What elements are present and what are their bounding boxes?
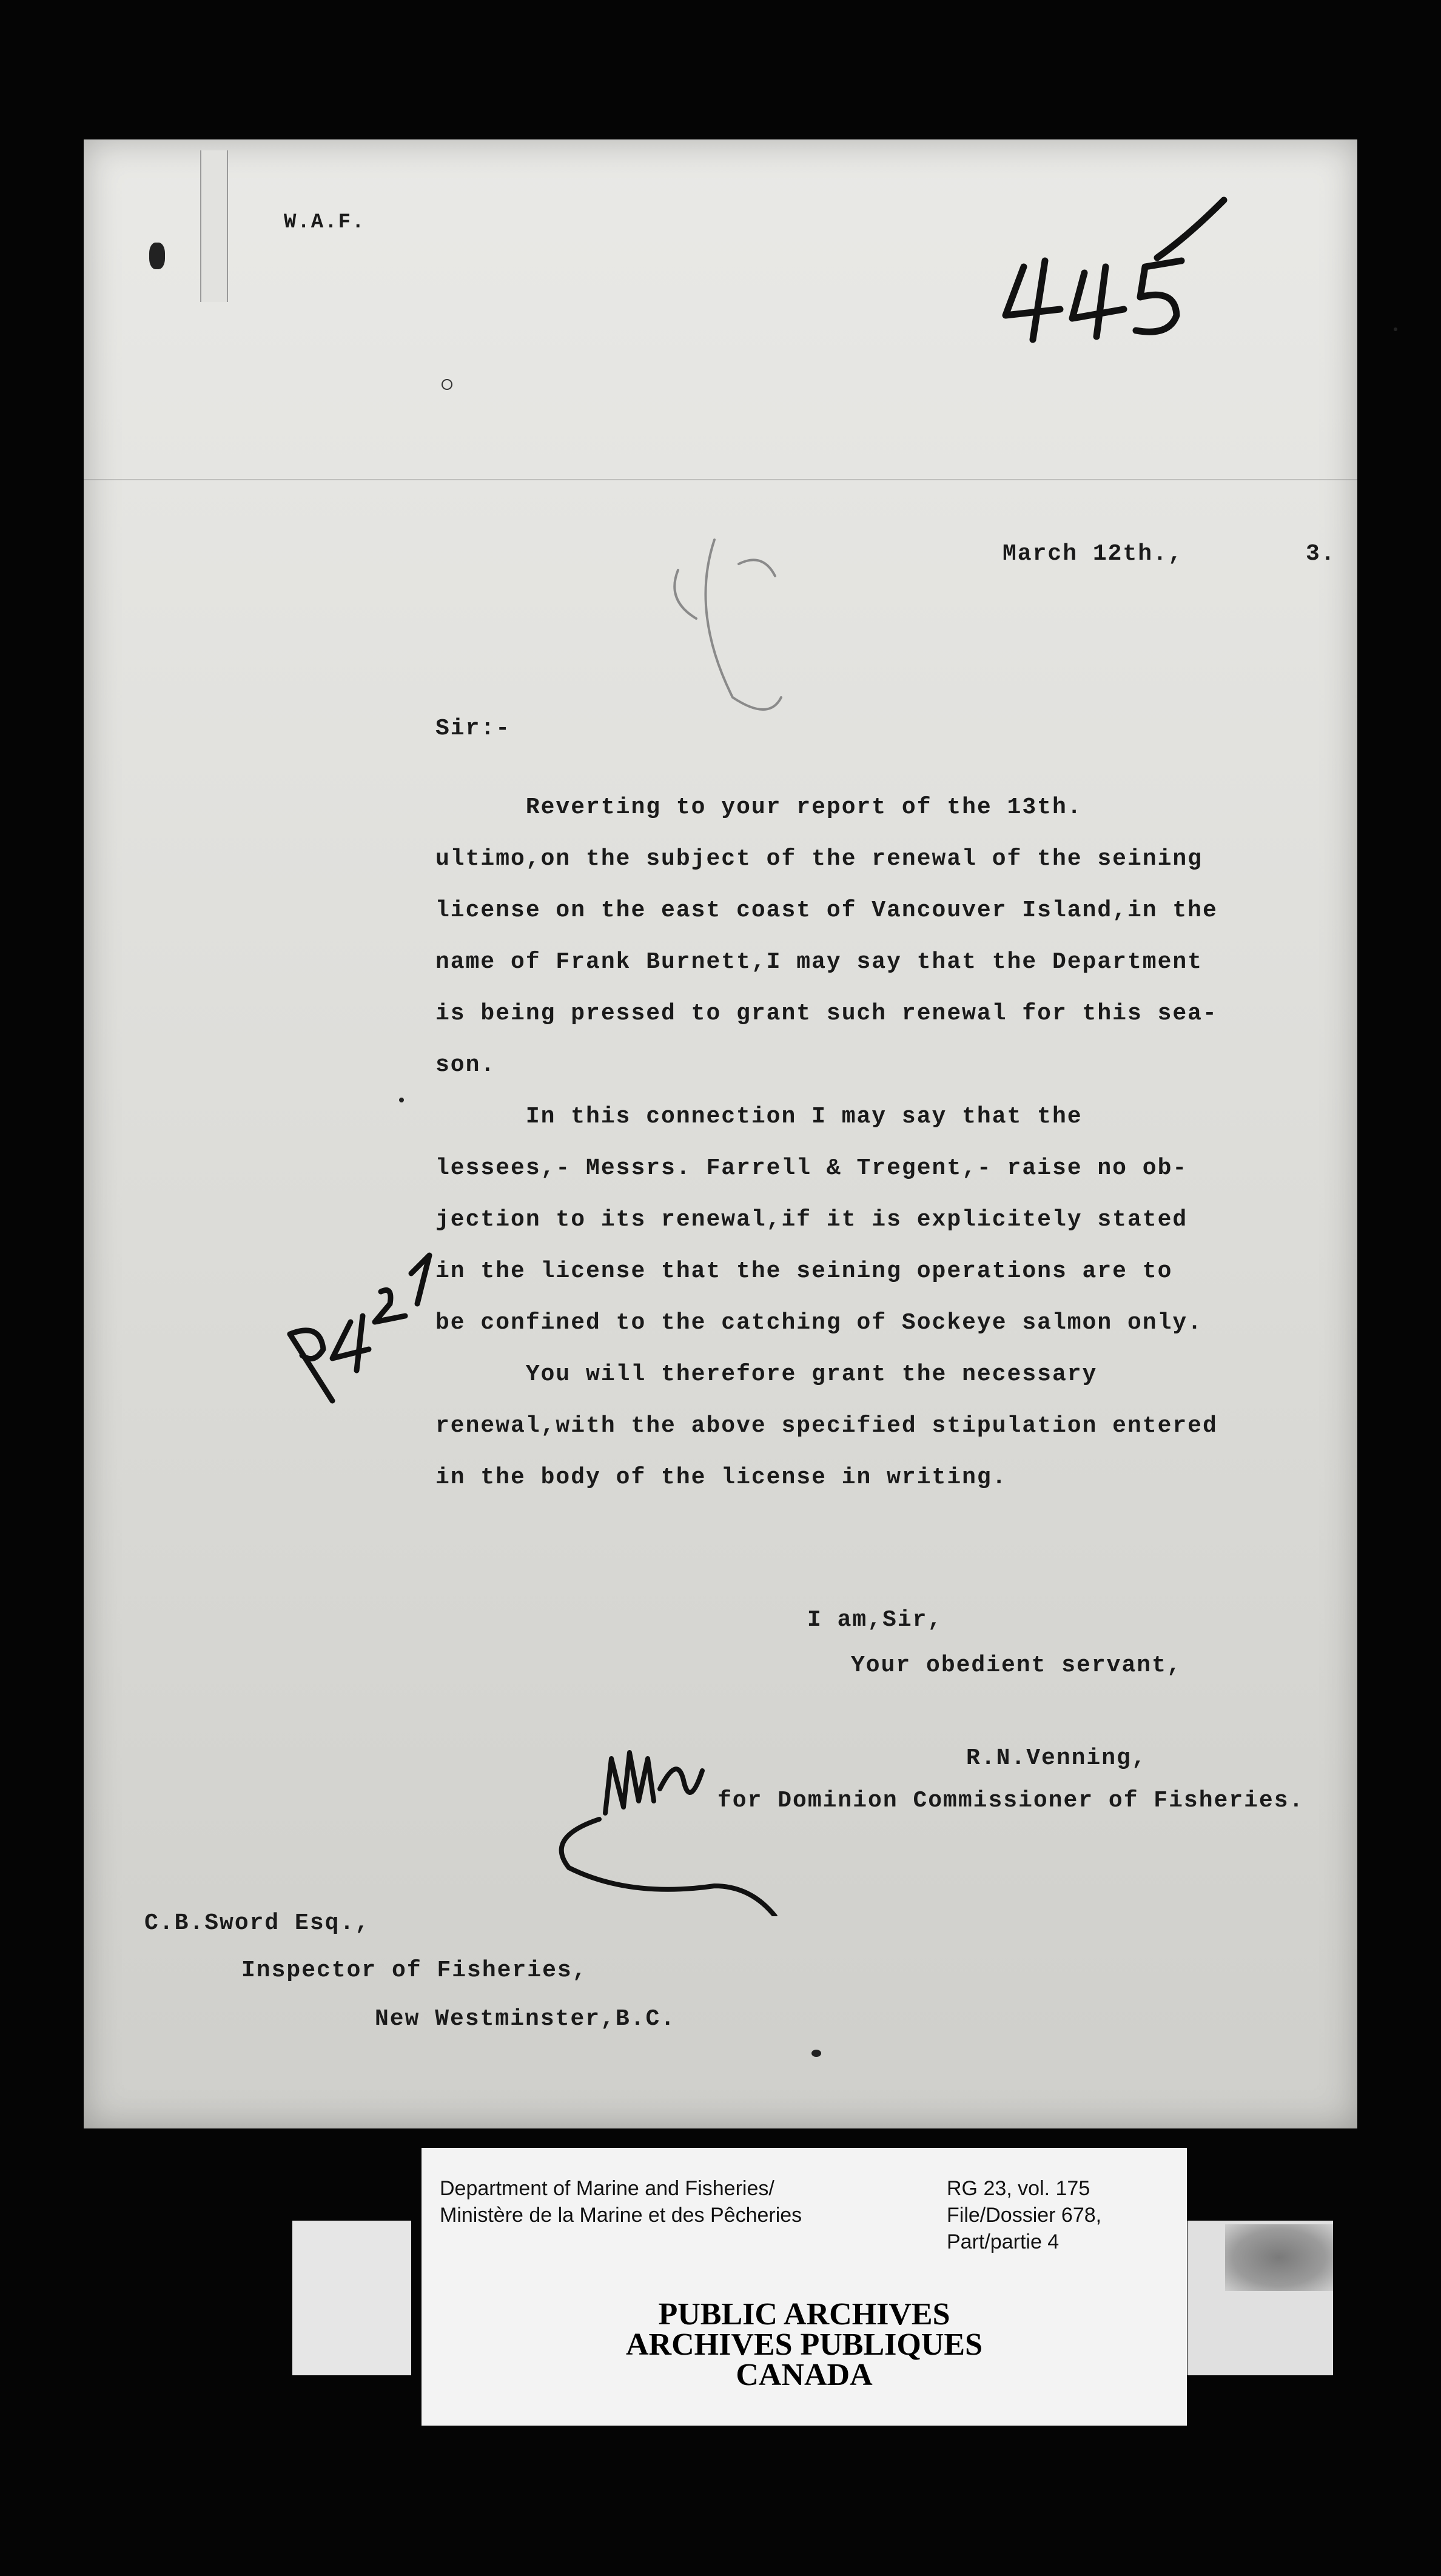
signatory-name: R.N.Venning, — [966, 1745, 1147, 1771]
department-name-fr: Ministère de la Marine et des Pêcheries — [440, 2204, 802, 2227]
addressee-name: C.B.Sword Esq., — [144, 1910, 371, 1936]
closing-line: Your obedient servant, — [851, 1652, 1182, 1679]
reference-initials: W.A.F. — [284, 211, 366, 234]
pencil-mark-icon — [642, 515, 842, 734]
part-number: Part/partie 4 — [947, 2230, 1060, 2253]
archives-stamp-country: CANADA — [736, 2358, 873, 2392]
body-line: In this connection I may say that the — [435, 1104, 1083, 1130]
punch-hole-mark — [442, 379, 452, 390]
fold-line — [84, 479, 1357, 480]
closing-line: I am,Sir, — [807, 1607, 943, 1633]
body-line: lessees,- Messrs. Farrell & Tregent,- raise no ob- — [435, 1155, 1188, 1181]
body-line: Reverting to your report of the 13th. — [435, 794, 1083, 820]
salutation: Sir:- — [435, 716, 511, 742]
label-stain — [1225, 2224, 1333, 2291]
signature-icon — [532, 1716, 848, 1916]
dust-speck — [1394, 327, 1397, 331]
body-line: jection to its renewal,if it is explicitely stated — [435, 1207, 1188, 1233]
body-line: in the license that the seining operations are to — [435, 1258, 1173, 1284]
file-number: File/Dossier 678, — [947, 2204, 1102, 2227]
dust-speck — [399, 1098, 404, 1102]
body-line: license on the east coast of Vancouver Island,in the — [435, 897, 1218, 924]
body-line: be confined to the catching of Sockeye salmon only. — [435, 1310, 1203, 1336]
margin-note-icon — [266, 1219, 466, 1419]
body-line: in the body of the license in writing. — [435, 1464, 1007, 1491]
body-line: You will therefore grant the necessary — [435, 1361, 1098, 1387]
body-line: renewal,with the above specified stipulation entered — [435, 1413, 1218, 1439]
body-line: ultimo,on the subject of the renewal of the seining — [435, 846, 1203, 872]
addressee-title: Inspector of Fisheries, — [241, 1957, 588, 1984]
page-number: 3. — [1306, 541, 1336, 567]
ink-blot — [149, 243, 165, 269]
label-backing — [292, 2221, 411, 2375]
record-group: RG 23, vol. 175 — [947, 2177, 1090, 2200]
archives-stamp-fr: ARCHIVES PUBLIQUES — [625, 2327, 983, 2362]
archives-stamp-en: PUBLIC ARCHIVES — [658, 2297, 950, 2332]
body-line: son. — [435, 1052, 496, 1078]
archive-label — [422, 2148, 1187, 2426]
signatory-title: for Dominion Commissioner of Fisheries. — [717, 1788, 1305, 1814]
handwritten-number-icon — [981, 188, 1236, 346]
dust-speck — [811, 2050, 821, 2057]
department-name-en: Department of Marine and Fisheries/ — [440, 2177, 774, 2200]
body-line: name of Frank Burnett,I may say that the Department — [435, 949, 1203, 975]
addressee-place: New Westminster,B.C. — [375, 2006, 676, 2032]
letter-date: March 12th., — [1003, 541, 1183, 567]
body-line: is being pressed to grant such renewal for this sea- — [435, 1001, 1218, 1027]
binding-tab — [200, 150, 228, 302]
letter-sheet — [84, 139, 1357, 2128]
